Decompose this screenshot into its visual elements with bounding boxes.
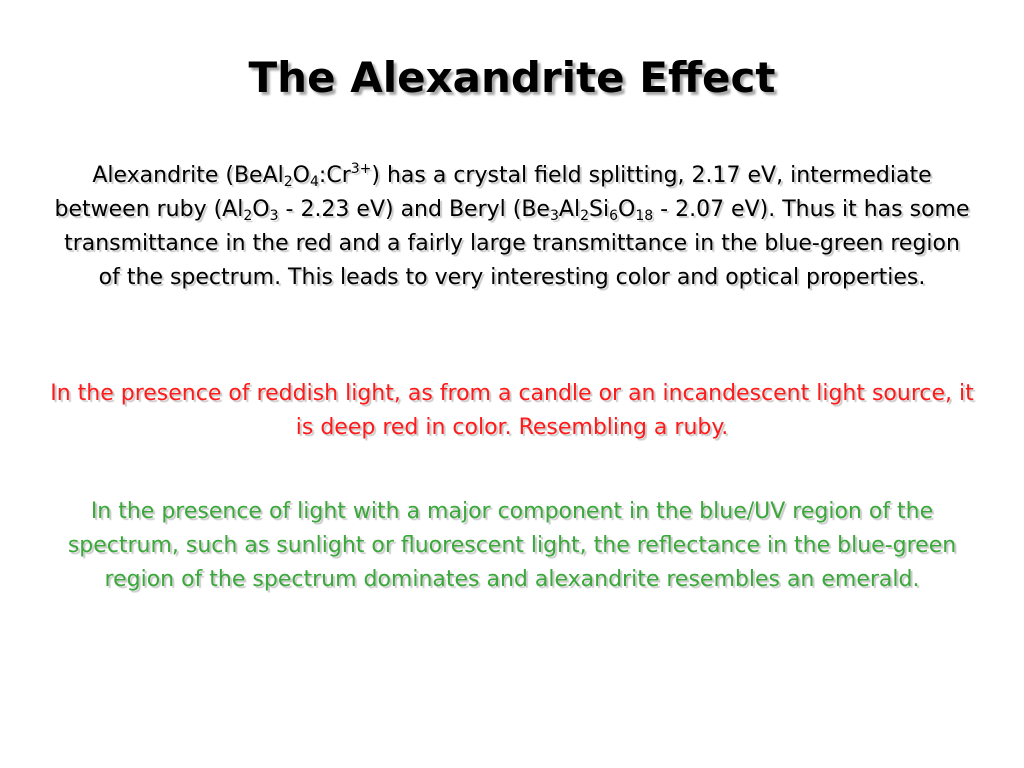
p1-text-7: Al <box>558 197 581 222</box>
p1-subscript-2: 4 <box>310 174 319 190</box>
p1-text-10: - 2.07 eV). Thus it has some transmittance in the red and a fairly large transmittance in the blue-green region of the spectrum. This leads to very interesting color and optical properties. <box>64 197 970 290</box>
p1-subscript-5: 3 <box>549 208 559 224</box>
p1-subscript-3: 2 <box>243 208 253 224</box>
p1-subscript-8: 18 <box>635 208 654 224</box>
p1-text-1: Alexandrite (BeAl <box>92 163 284 188</box>
p1-subscript-7: 6 <box>609 208 618 224</box>
blue-uv-light-paragraph: In the presence of light with a major component in the blue/UV region of the spectrum, such as sunlight or fluorescent light, the reflectance in the blue-green region of the spectrum dominates and alexandrite resembles an emerald. <box>67 499 957 592</box>
p1-text-6: - 2.23 eV) and Beryl (Be <box>278 197 550 222</box>
p1-text-3: :Cr <box>318 163 351 188</box>
p1-text-8: Si <box>589 197 610 222</box>
p1-text-4: ) has a crystal field splitting, 2.17 eV, intermediate between ruby (Al <box>54 163 932 222</box>
p1-text-9: O <box>618 197 636 222</box>
p1-subscript-6: 2 <box>580 208 589 224</box>
p1-text-2: O <box>292 163 310 188</box>
crystal-field-paragraph <box>50 159 974 295</box>
p1-subscript-4: 3 <box>269 208 279 224</box>
slide-title: The Alexandrite Effect <box>248 53 776 102</box>
p1-subscript-1: 2 <box>283 174 293 190</box>
p1-superscript-1: 3+ <box>350 161 372 177</box>
p1-text-5: O <box>252 197 270 222</box>
reddish-light-paragraph: In the presence of reddish light, as from a candle or an incandescent light source, it is deep red in color. Resembling a ruby. <box>50 381 974 440</box>
